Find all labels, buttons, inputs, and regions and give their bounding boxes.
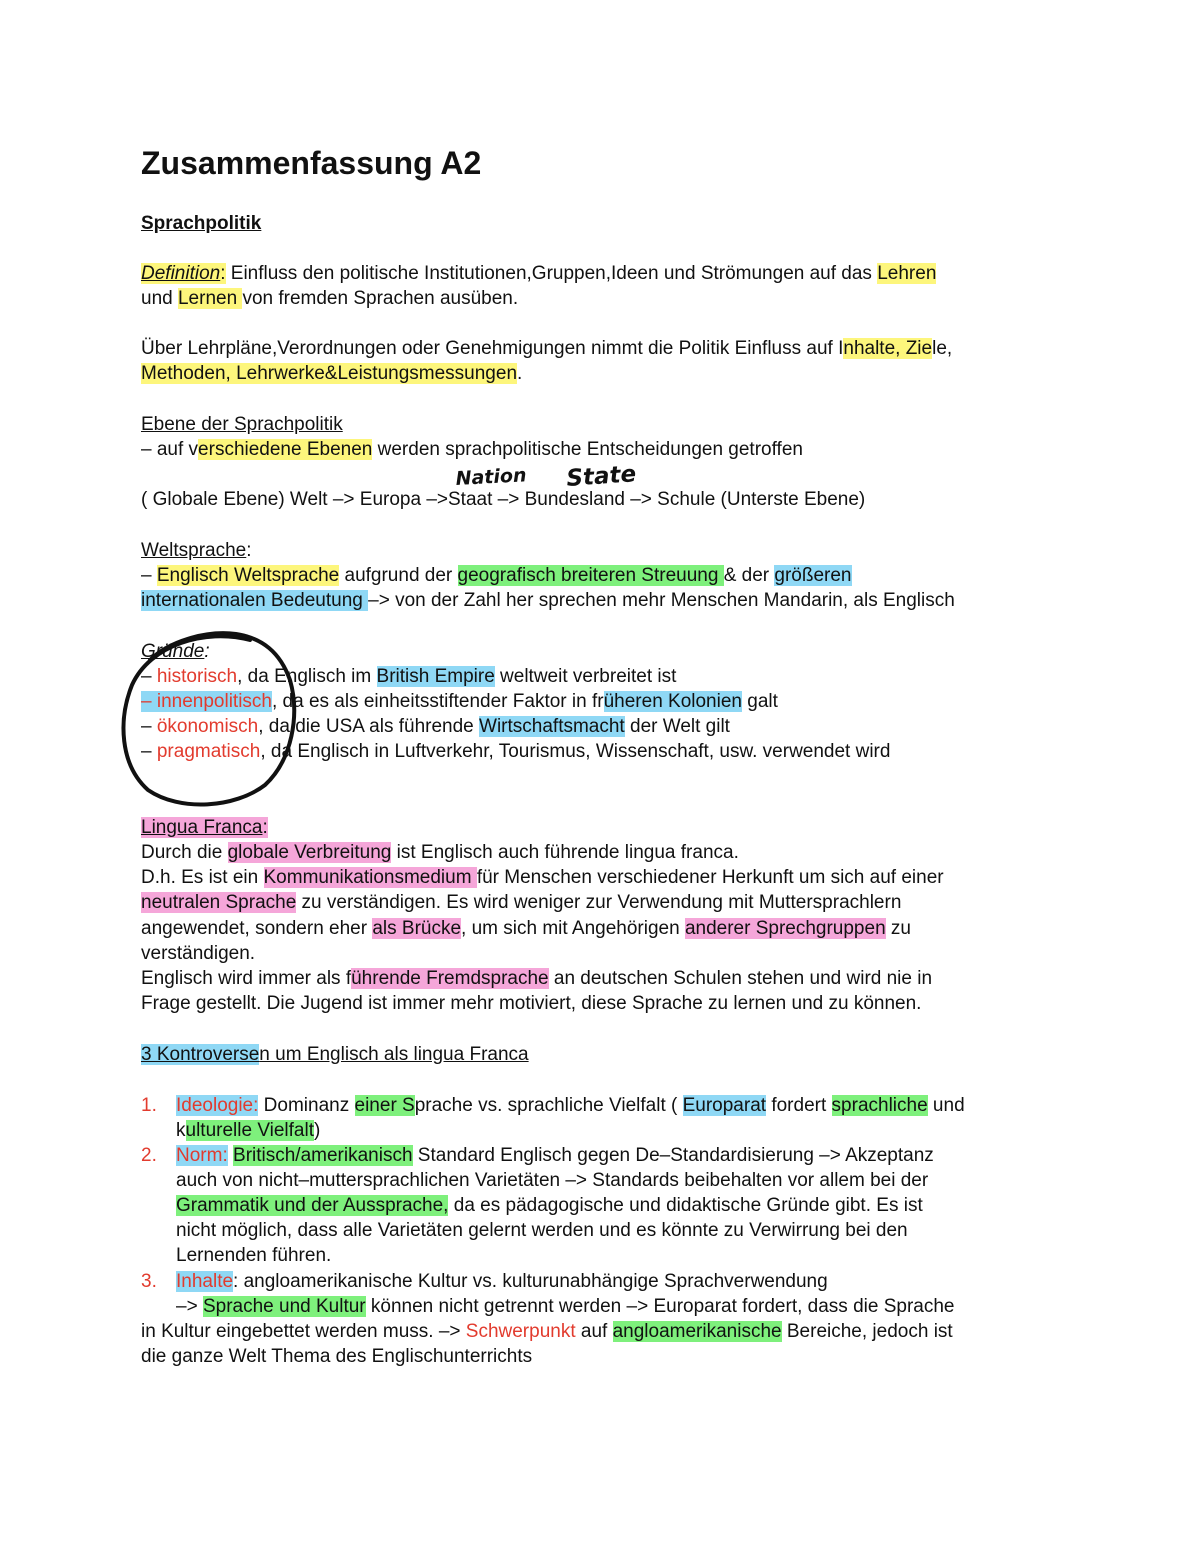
subheading-lingua-franca: Lingua Franca: xyxy=(141,817,268,838)
highlight-verschiedene-ebenen: erschiedene Ebenen xyxy=(198,439,373,460)
list-item-norm-line-4: nicht möglich, dass alle Varietäten gelernt werden und es könnte zu Verwirrung bei den xyxy=(176,1220,908,1241)
list-item-norm-line-2: auch von nicht–muttersprachlichen Varietäten –> Standards beibehalten vor allem bei der xyxy=(176,1170,929,1191)
weltsprache-line-2: internationalen Bedeutung –> von der Zahl her sprechen mehr Menschen Mandarin, als Englisch xyxy=(141,590,955,611)
handwritten-state: State xyxy=(565,461,637,492)
definition-line-1: Definition: Einfluss den politische Institutionen,Gruppen,Ideen und Strömungen auf das Lehren xyxy=(141,263,937,284)
ebene-line: – auf verschiedene Ebenen werden sprachpolitische Entscheidungen getroffen xyxy=(141,439,803,460)
weltsprache-line-1: – Englisch Weltsprache aufgrund der geografisch breiteren Streuung & der größeren xyxy=(141,565,852,586)
list-item-inhalte-line-3: in Kultur eingebettet werden muss. –> Schwerpunkt auf angloamerikanische Bereiche, jedoch ist xyxy=(141,1321,953,1342)
subheading-kontroversen: 3 Kontroversen um Englisch als lingua Franca xyxy=(141,1044,529,1065)
handwritten-nation: Nation xyxy=(455,464,528,490)
highlight-lehren: Lehren xyxy=(877,263,937,284)
paragraph-ueber-line-1: Über Lehrpläne,Verordnungen oder Genehmigungen nimmt die Politik Einfluss auf Inhalte, Ziele, xyxy=(141,338,953,359)
subheading-gruende: Gründe: xyxy=(141,641,210,662)
highlight-inhalte-ziele: nhalte, Zie xyxy=(843,338,933,359)
subheading-weltsprache: Weltsprache: xyxy=(141,540,252,561)
highlight-englisch-weltsprache: Englisch Weltsprache xyxy=(156,565,340,586)
paragraph-ueber-line-2: Methoden, Lehrwerke&Leistungsmessungen. xyxy=(141,363,523,384)
highlight-bedeutung: internationalen Bedeutung xyxy=(141,590,369,611)
list-item-ideologie-line-2: kulturelle Vielfalt) xyxy=(176,1120,321,1141)
lingua-line-2: D.h. Es ist ein Kommunikationsmedium für Menschen verschiedener Herkunft um sich auf einer xyxy=(141,867,944,888)
list-item-inhalte-line-4: die ganze Welt Thema des Englischunterrichts xyxy=(141,1346,533,1367)
lingua-line-6: Englisch wird immer als führende Fremdsprache an deutschen Schulen stehen und wird nie in xyxy=(141,968,933,989)
lingua-line-1: Durch die globale Verbreitung ist Englisch auch führende lingua franca. xyxy=(141,842,739,863)
ebene-chain: ( Globale Ebene) Welt –> Europa –>Staat –> Bundesland –> Schule (Unterste Ebene) xyxy=(141,489,866,510)
lingua-line-5: verständigen. xyxy=(141,943,256,964)
highlight-groesseren: größeren xyxy=(774,565,852,586)
lingua-line-4: angewendet, sondern eher als Brücke, um sich mit Angehörigen anderer Sprechgruppen zu xyxy=(141,918,911,939)
list-item-inhalte-line-2: –> Sprache und Kultur können nicht getrennt werden –> Europarat fordert, dass die Sprache xyxy=(176,1296,955,1317)
list-item-norm-line-5: Lernenden führen. xyxy=(176,1245,332,1266)
highlight-methoden: Methoden, Lehrwerke&Leistungsmessungen xyxy=(141,363,518,384)
section-heading-sprachpolitik: Sprachpolitik xyxy=(141,213,262,234)
lingua-line-7: Frage gestellt. Die Jugend ist immer mehr motiviert, diese Sprache zu lernen und zu können. xyxy=(141,993,922,1014)
subheading-ebene: Ebene der Sprachpolitik xyxy=(141,414,343,435)
definition-label: Definition xyxy=(141,263,221,284)
highlight-streuung: geografisch breiteren Streuung xyxy=(457,565,724,586)
list-item-norm-line-3: Grammatik und der Aussprache, da es pädagogische und didaktische Gründe gibt. Es ist xyxy=(176,1195,923,1216)
gruende-item-historisch: – historisch, da Englisch im British Empire weltweit verbreitet ist xyxy=(141,666,677,687)
highlight-lernen: Lernen xyxy=(177,288,243,309)
gruende-item-innenpolitisch: – innenpolitisch, da es als einheitsstiftender Faktor in früheren Kolonien galt xyxy=(141,691,778,712)
gruende-item-oekonomisch: – ökonomisch, da die USA als führende Wirtschaftsmacht der Welt gilt xyxy=(141,716,730,737)
definition-line-2: und Lernen von fremden Sprachen ausüben. xyxy=(141,288,519,309)
lingua-line-3: neutralen Sprache zu verständigen. Es wird weniger zur Verwendung mit Muttersprachlern xyxy=(141,892,902,913)
gruende-item-pragmatisch: – pragmatisch, da Englisch in Luftverkehr, Tourismus, Wissenschaft, usw. verwendet wird xyxy=(141,741,891,762)
page-title: Zusammenfassung A2 xyxy=(141,145,482,181)
